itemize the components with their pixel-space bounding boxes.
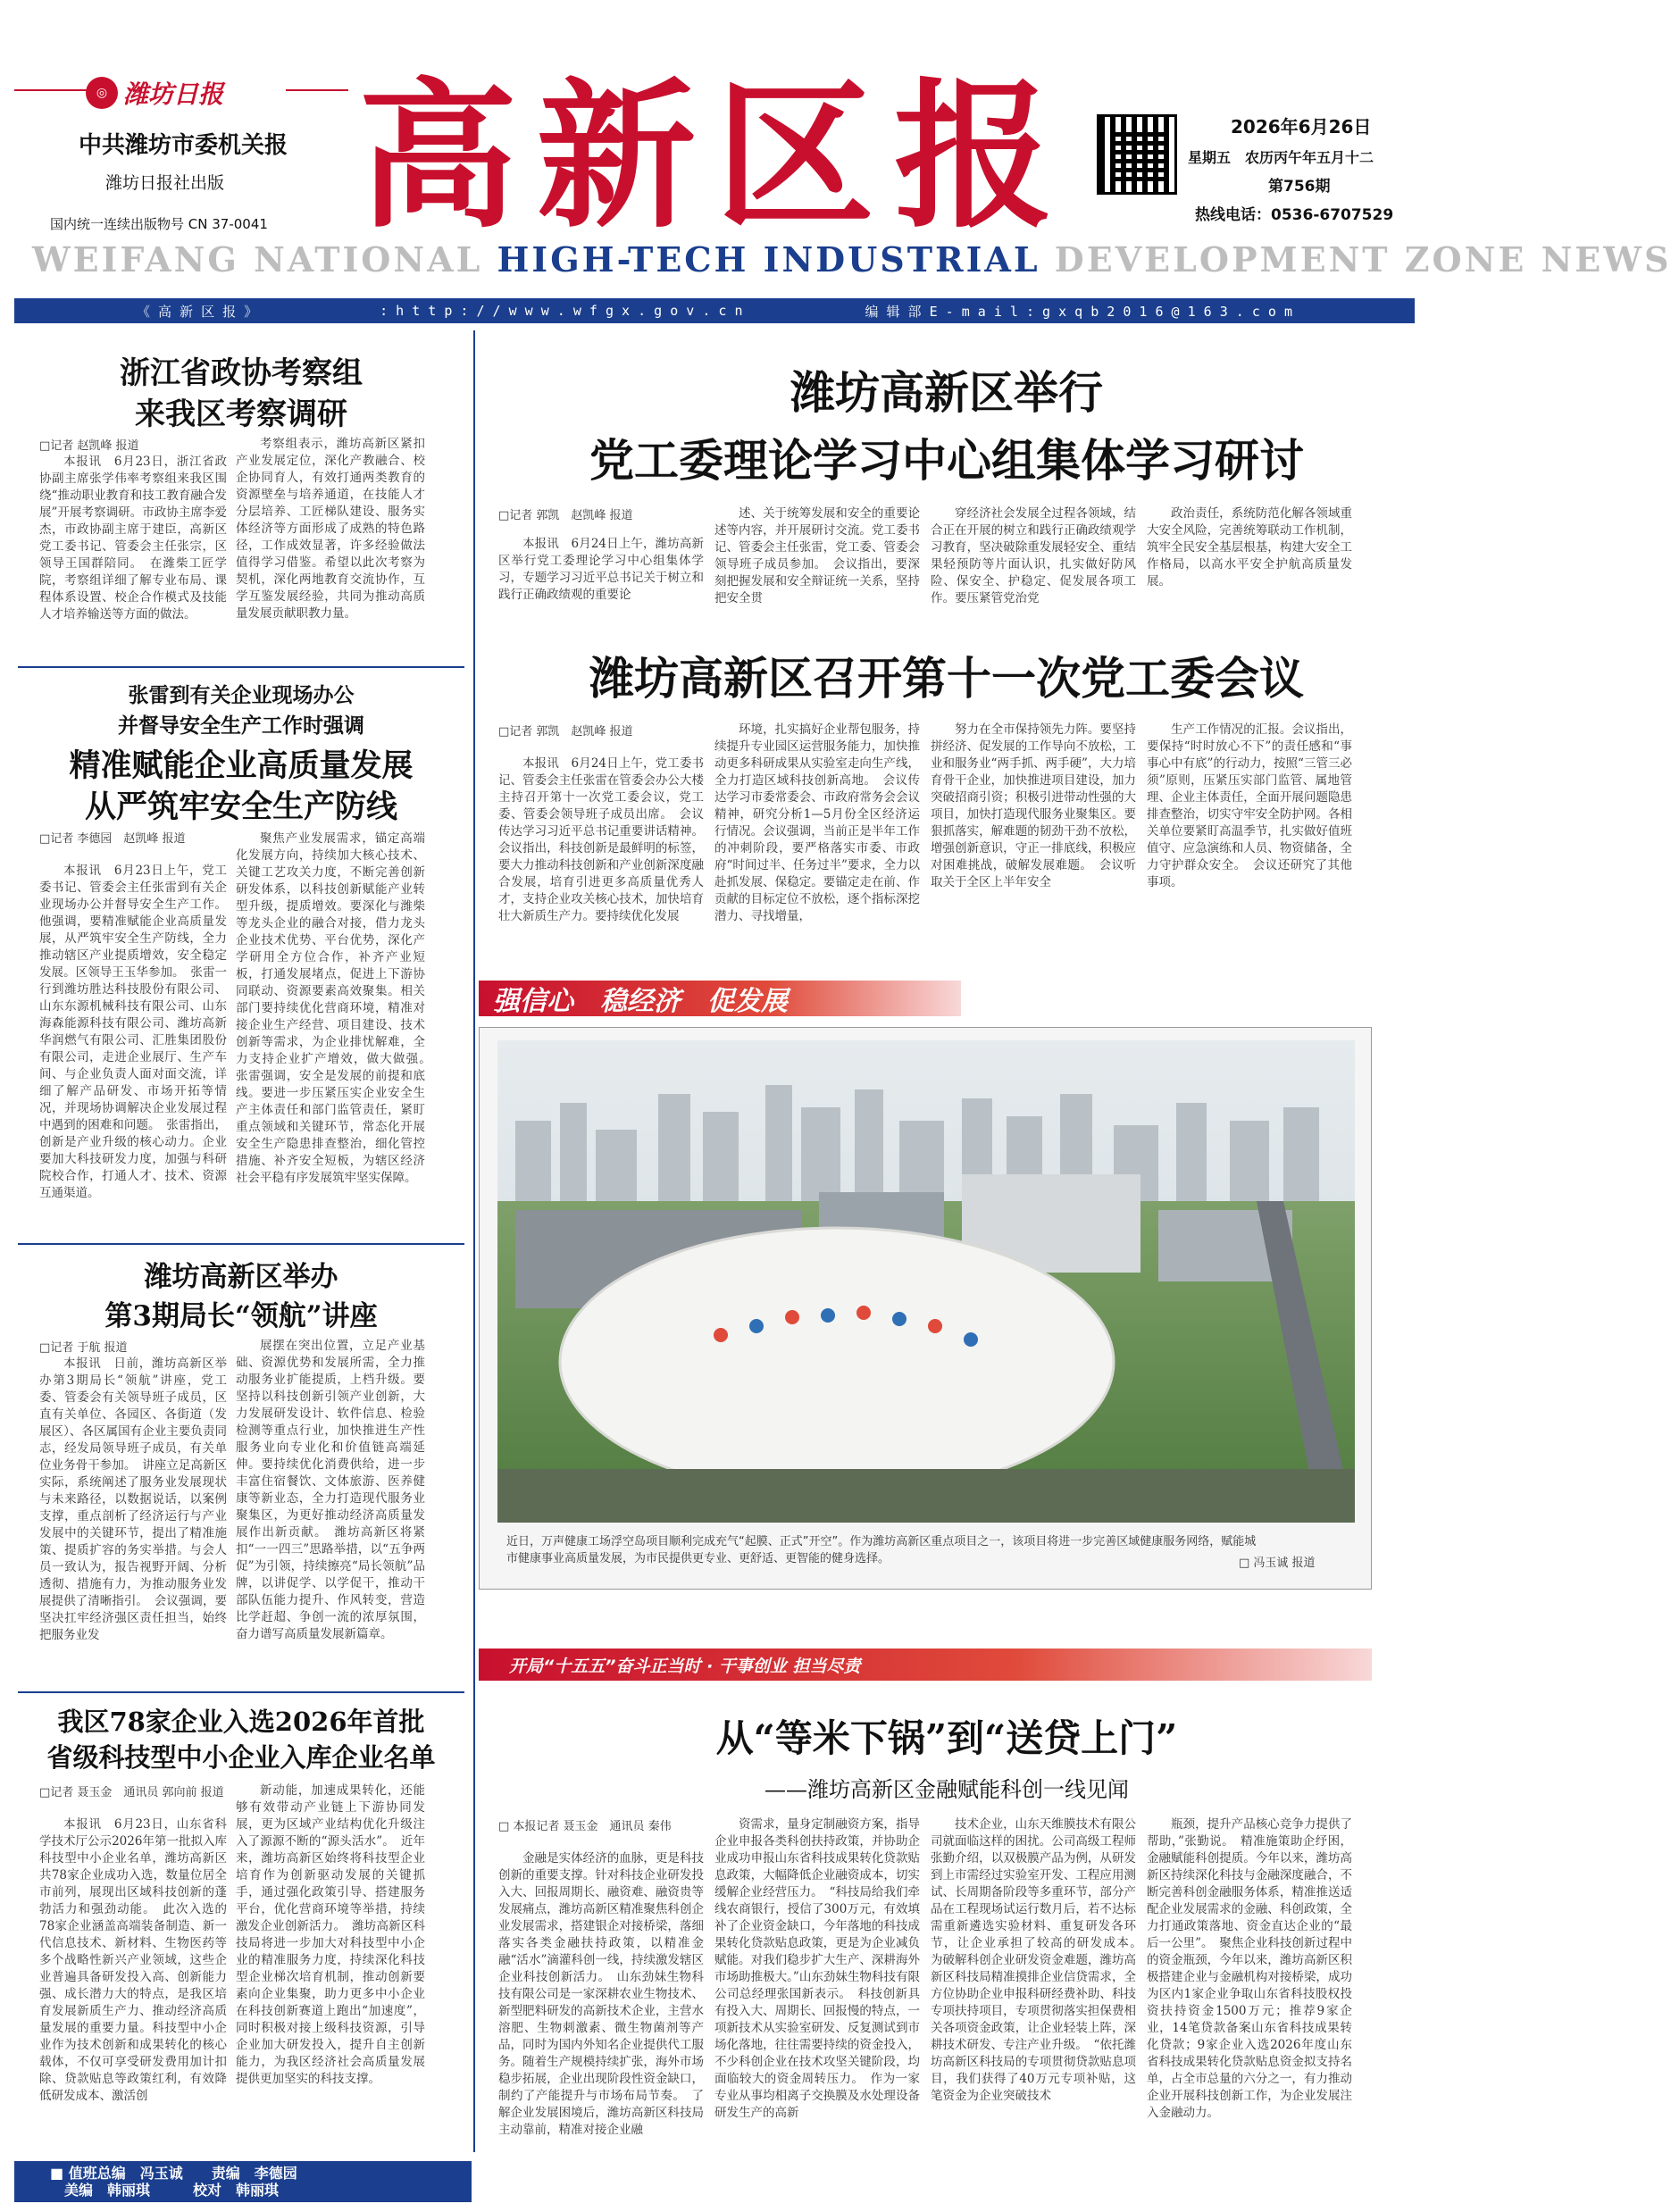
article6-byline: □记者 郭凯 赵凯峰 报道 xyxy=(498,725,633,739)
banner-confidence-text: 强信心 稳经济 促发展 xyxy=(493,986,788,1017)
article4-col1-text: 本报讯 6月23日，山东省科学技术厅公示2026年第一批拟入库科技型中小企业名单，潍坊高新区共78家企业成功入选，数量位居全市前列，展现出区域科技创新的蓬勃活力和强劲动能。 此次入选的78家企业涵盖高端装备制造、新一代信息技术、新材料、生物医药等多个战略性新兴产业领域，这些企业普遍具备研发投入高、创新能力强、成长潜力大的特点，是我区培育发展新质生产力、推动经济高质量发展的重要力量。科技型中小企业作为技术创新和成果转化的核心载体，不仅可享受研发费用加计扣除、贷款贴息等政策红利，有效降低研发成本、激活创 xyxy=(39,1817,227,2103)
article2-separator xyxy=(18,1243,464,1245)
article1-byline: □记者 赵凯峰 报道 xyxy=(39,439,139,453)
article5-col3-text: 穿经济社会发展全过程各领域，结合正在开展的树立和践行正确政绩观学习教育，坚决破除重发展轻安全、重结果轻预防等片面认识，扎实做好防风险、保安全、护稳定、促发展各项工作。要压紧管党治党 xyxy=(931,506,1136,605)
article5-col2-text: 述、关于统筹发展和安全的重要论述等内容，并开展研讨交流。党工委书记、管委会主任张雷，党工委、管委会领导班子成员参加。 会议指出，要深刻把握发展和安全辩证统一关系，坚持把安全贯 xyxy=(714,506,920,605)
banner-15th-five-year-text: 开局“十五五”奋斗正当时 · 干事创业 担当尽责 xyxy=(509,1656,861,1676)
article2-col1-text: 本报讯 6月23日上午，党工委书记、管委会主任张雷到有关企业现场办公并督导安全生产工作。他强调，要精准赋能企业高质量发展，从严筑牢安全生产防线，全力推动辖区产业提质增效，安全稳定发展。区领导王玉华参加。 张雷一行到潍坊胜达科技股份有限公司、山东东源机械科技有限公司、山东海森能源科技有限公司、潍坊高新华润燃气有限公司、汇胜集团股份有限公司，走进企业展厅、生产车间、与企业负责人面对面交流，详细了解产品研发、市场开拓等情况，并现场协调解决企业发展过程中遇到的困难和问题。 张雷指出，创新是产业升级的核心动力。企业要加大科技研发力度，加强与科研院校合作，打通人才、技术、资源互通渠道。 xyxy=(39,864,227,1200)
article7-col1 xyxy=(498,1850,704,2149)
info-email-link[interactable]: 编 辑 部 E - m a i l : g x q b 2 0 1 6 @ 1 6 3 . c o m xyxy=(865,303,1292,320)
article1-col2 xyxy=(236,436,425,655)
article7-col4 xyxy=(1147,1816,1352,2149)
article6-col1 xyxy=(498,755,704,943)
article6-col2-text: 环境，扎实搞好企业帮包服务，持续提升专业园区运营服务能力，加快推动更多科研成果从实验室走向生产线，全力打造区域科技创新高地。 会议传达学习市委常委会、市政府常务会会议精神，研究分析1—5月份全区经济运行情况。会议强调，当前正是半年工作的冲刺阶段，要严格落实市委、市政府“时间过半、任务过半”要求，全力以赴抓发展、保稳定。要锚定走在前、作贡献的目标定位不放松，逐个指标深挖潜力、寻找增量， xyxy=(714,722,920,923)
article7-col2 xyxy=(714,1816,920,2149)
serial-number: 国内统一连续出版物号 CN 37-0041 xyxy=(50,216,268,232)
editor-credits xyxy=(14,2161,472,2202)
article3-col2-text: 展摆在突出位置，立足产业基础、资源优势和发展所需，全力推动服务业扩能提质，上档升级。要坚持以科技创新引领产业创新，大力发展研发设计、软件信息、检验检测等重点行业，加快推进生产性服务业向专业化和价值链高端延伸。要持续优化消费供给，进一步丰富住宿餐饮、文体旅游、医养健康等新业态，全力打造现代服务业聚集区，为更好推动经济高质量发展作出新贡献。 潍坊高新区将紧扣“一一四三”思路举措，以“五争两促”为引领，持续擦亮“局长领航”品牌，以讲促学、以学促干，推动干部队伍能力提升、作风转变，营造比学赶超、争创一流的浓厚氛围，奋力谱写高质量发展新篇章。 xyxy=(236,1339,425,1641)
info-url-link[interactable]: : h t t p : / / w w w . w f g x . g o v . c n xyxy=(380,303,743,319)
article5-title-line1: 潍坊高新区举行 xyxy=(790,366,1103,419)
article1-col2-text: 考察组表示，潍坊高新区紧扣产业发展定位，深化产教融合、校企协同育人，有效打通两类教育的资源壁垒与培养通道，在技能人才分层培养、工匠梯队建设、服务实体经济等方面形成了成熟的特色路径，工作成效显著，许多经验做法值得学习借鉴。希望以此次考察为契机，深化两地教育交流协作，互学互鉴发展经验，共同为推动高质量发展贡献职教力量。 xyxy=(236,437,425,621)
publisher: 潍坊日报社出版 xyxy=(105,173,225,193)
article7-col2-text: 资需求，量身定制融资方案，指导企业申报各类科创扶持政策，并协助企业成功申报山东省科技成果转化贷款贴息政策，大幅降低企业融资成本，切实缓解企业经营压力。 “科技局给我们牵线农商银行，授信了300万元，有效填补了企业资金缺口，今年落地的科技成果转化贷款贴息政策，更是为企业减负赋能。对我们稳步扩大生产、深耕海外市场助推极大。”山东劲妹生物科技有限公司总经理张国新表示。 科技创新具有投入大、周期长、回报慢的特点，一项新技术从实验室研发、反复测试到市场化落地，往往需要持续的资金投入，不少科创企业在技术攻坚关键阶段，均面临较大的资金周转压力。 作为一家专业从事均相离子交换膜及水处理设备研发生产的高新 xyxy=(714,1817,920,2120)
article7-title: 从“等米下锅”到“送贷上门” xyxy=(715,1716,1178,1760)
article6-title: 潍坊高新区召开第十一次党工委会议 xyxy=(589,652,1304,705)
english-title-part1: WEIFANG NATIONAL xyxy=(32,239,497,280)
article5-col2 xyxy=(714,505,920,625)
english-title xyxy=(32,239,1671,280)
banner-confidence xyxy=(479,981,961,1016)
article3-byline: □记者 于航 报道 xyxy=(39,1341,128,1355)
article5-col3 xyxy=(931,505,1136,625)
article1-title-line1: 浙江省政协考察组 xyxy=(120,355,363,391)
article2-title-line2: 从严筑牢安全生产防线 xyxy=(84,789,397,825)
article1-title-line2: 来我区考察调研 xyxy=(135,396,347,432)
article3-col2 xyxy=(236,1338,425,1686)
article4-col2-text: 新动能，加速成果转化，还能够有效带动产业链上下游协同发展，更为区域产业结构优化升级注入了源源不断的“源头活水”。 近年来，潍坊高新区始终将科技型企业培育作为创新驱动发展的关键抓手，通过强化政策引导、搭建服务平台，优化营商环境等举措，持续激发企业创新活力。 潍坊高新区科技局将进一步加大对科技型中小企业的精准服务力度，持续深化科技型企业梯次培育机制，推动创新要素向企业集聚，助力更多中小企业在科技创新赛道上跑出“加速度”，同时积极对接上级科技资源，引导企业加大研发投入，提升自主创新能力，为我区经济社会高质量发展提供更加坚实的科技支撑。 xyxy=(236,1783,425,2086)
logo-text: 潍坊日报 xyxy=(123,79,224,109)
article5-col1-text: 本报讯 6月24日上午，潍坊高新区举行党工委理论学习中心组集体学习，专题学习习近平总书记关于树立和践行正确政绩观的重要论 xyxy=(498,537,704,602)
article5-col4 xyxy=(1147,505,1352,625)
qr-code[interactable] xyxy=(1097,114,1177,195)
article7-col1-text: 金融是实体经济的血脉，更是科技创新的重要支撑。针对科技企业研发投入大、回报周期长、融资难、融资贵等发展痛点，潍坊高新区精准聚焦科创企业发展需求，搭建银企对接桥梁，落细落实各类金融扶持政策，以精准金融“活水”滴灌科创一线，持续激发辖区企业科技创新活力。 山东劲妹生物科技有限公司是一家深耕农业生物技术、新型肥料研发的高新技术企业，主营水溶肥、生物刺激素、微生物菌剂等产品，同时为国内外知名企业提供代工服务。随着生产规模持续扩张，海外市场稳步拓展，企业出现阶段性资金缺口，制约了产能提升与市场布局节奏。 了解企业发展困境后，潍坊高新区科技局主动靠前，精准对接企业融 xyxy=(498,1851,704,2137)
english-title-part2: HIGH-TECH INDUSTRIAL xyxy=(497,239,1040,280)
article5-title-line2: 党工委理论学习中心组集体学习研讨 xyxy=(589,434,1304,487)
article5-col4-text: 政治责任，系统防范化解各领域重大安全风险，完善统筹联动工作机制，筑牢全民安全基层根基，构建大安全工作格局，以高水平安全护航高质量发展。 xyxy=(1147,506,1352,588)
article5-col1 xyxy=(498,536,704,625)
article2-kicker1: 张雷到有关企业现场办公 xyxy=(128,683,355,707)
editor-credits-line2: 美编 韩丽琪 校对 韩丽琪 xyxy=(50,2182,280,2199)
article3-title-line2: 第3期局长“领航”讲座 xyxy=(104,1300,378,1332)
article7-col3 xyxy=(931,1816,1149,2149)
article3-col1 xyxy=(39,1356,227,1686)
issue-number: 第756期 xyxy=(1268,178,1331,196)
article7-col4-text: 瓶颈，提升产品核心竞争力提供了帮助，”张勤说。 精准施策助企纾困，金融赋能科创提质。今年以来，潍坊高新区持续深化科技与金融深度融合，不断完善科创金融服务体系，精准推送适配企业发展需求的金融、科创政策，全力打通政策落地、资金直达企业的“最后一公里”。 聚焦企业科技创新过程中的资金瓶颈，今年以来，潍坊高新区积极搭建企业与金融机构对接桥梁，成功为区内1家企业争取山东省科技股权投资扶持资金1500万元；推荐9家企业，14笔贷款备案山东省科技成果转化贷款；9家企业入选2026年度山东省科技成果转化贷款贴息资金拟支持名单，占全市总量的六分之一，有力推动企业开展科技创新工作，为企业发展注入金融动力。 xyxy=(1147,1817,1352,2120)
article6-col3-text: 努力在全市保持领先力阵。要坚持拼经济、促发展的工作导向不放松，工业和服务业“两手抓、两手硬”，大力培育骨干企业，加快推进项目建设，加力突破招商引资；积极引进带动性强的大项目，加快打造现代服务业聚集区。要狠抓落实，解难题的韧劲干劲不放松，增强创新意识，守正一排底线，积极应对困难挑战，破解发展难题。 会议听取关于全区上半年安全 xyxy=(931,722,1136,889)
article3-col1-text: 本报讯 日前，潍坊高新区举办第3期局长“领航”讲座，党工委、管委会有关领导班子成员，区直有关单位、各园区、各街道（发展区）、各区属国有企业主要负责同志，经发局领导班子成员，有关单位业务骨干参加。 讲座立足高新区实际，系统阐述了服务业发展现状与未来路径，以数据说话，以案例支撑，重点剖析了经济运行与产业发展中的关键环节，提出了精准施策、提质扩容的务实举措。与会人员一致认为，报告视野开阔、分析透彻、措施有力，为推动服务业发展提供了清晰指引。 会议强调，要坚决扛牢经济强区责任担当，始终把服务业发 xyxy=(39,1356,227,1642)
article2-title-line1: 精准赋能企业高质量发展 xyxy=(69,747,414,784)
article5-byline: □记者 郭凯 赵凯峰 报道 xyxy=(498,509,633,522)
issue-date: 2026年6月26日 xyxy=(1231,116,1372,138)
article6-col3 xyxy=(931,722,1136,943)
article6-col1-text: 本报讯 6月24日上午，党工委书记、管委会主任张雷在管委会办公大楼主持召开第十一次党工委会议，党工委、管委会领导班子成员出席。 会议传达学习习近平总书记重要讲话精神。会议指出，科技创新是最鲜明的标签，要大力推动科技创新和产业创新深度融合发展，培育引进更多高质量优秀人才，支持企业攻关核心技术，加快培育壮大新质生产力。要持续优化发展 xyxy=(498,756,704,923)
logo-emblem-icon: ◎ xyxy=(86,77,118,109)
article2-col2-text: 聚焦产业发展需求，锚定高端化发展方向，持续加大核心技术、关键工艺攻关力度，不断完善创新研发体系，以科技创新赋能产业转型升级，提质增效。要深化与潍柴等龙头企业的融合对接，借力龙头企业技术优势、平台优势，深化产学研用全方位合作，补齐产业短板，打通发展堵点，促进上下游协同联动、资源要素高效聚集。相关部门要持续优化营商环境，精准对接企业生产经营、项目建设、技术创新等需求，为企业排忧解难，全力支持企业扩产增效，做大做强。 张雷强调，安全是发展的前提和底线。要进一步压紧压实企业安全生产主体责任和部门监管责任，紧盯重点领域和关键环节，常态化开展安全生产隐患排查整治，细化管控措施、补齐安全短板，为辖区经济社会平稳有序发展筑牢坚实保障。 xyxy=(236,831,438,1185)
article6-col4 xyxy=(1147,722,1352,943)
article7-col3-text: 技术企业，山东天维膜技术有限公司就面临这样的困扰。公司高级工程师张勤介绍，以双极膜产品为例，从研发到上市需经过实验室开发、工程应用测试、长周期备阶段等多重环节，部分产品在工程现场试运行数月后，若不达标需重新遴选实验材料、重复研发各环节，让企业承担了较高的研发成本。 为破解科创企业研发资金难题，潍坊高新区科技局精准摸排企业信贷需求，全方位协助企业申报科研经费补助、科技专项扶持项目，专项贯彻落实担保费相关各项资金政策，让企业轻装上阵，深耕技术研发、专注产业升级。 “依托潍坊高新区科技局的专项贯彻贷款贴息项目，我们获得了40万元专项补贴，这笔资金为企业突破技术 xyxy=(931,1817,1149,2103)
article3-title-line1: 潍坊高新区举办 xyxy=(144,1261,338,1293)
photo-frame xyxy=(479,1027,1372,1590)
article1-separator xyxy=(18,666,464,668)
top-red-rule-left xyxy=(286,89,348,91)
weifang-daily-logo xyxy=(86,73,288,113)
masthead-title: 高新区报 xyxy=(358,63,1073,249)
article4-byline: □记者 聂玉金 通讯员 郭向前 报道 xyxy=(39,1786,224,1799)
article4-col1 xyxy=(39,1816,227,2156)
info-bar xyxy=(14,298,1415,323)
org-name: 中共潍坊市委机关报 xyxy=(79,132,288,159)
article4-col2 xyxy=(236,1782,425,2156)
article7-byline: □ 本报记者 聂玉金 通讯员 秦伟 xyxy=(498,1820,672,1833)
article7-subtitle: ——潍坊高新区金融赋能科创一线见闻 xyxy=(764,1777,1129,1802)
article1-col1 xyxy=(39,454,227,655)
article4-title-line1: 我区78家企业入选2026年首批 xyxy=(57,1707,425,1737)
article2-kicker2: 并督导安全生产工作时强调 xyxy=(118,714,364,738)
photo-credit: □ 冯玉诚 报道 xyxy=(1239,1557,1316,1570)
banner-15th-five-year xyxy=(479,1649,1372,1681)
aerial-city-photo xyxy=(497,1040,1355,1523)
article2-byline: □记者 李德园 赵凯峰 报道 xyxy=(39,832,186,846)
article4-title-line2: 省级科技型中小企业入库企业名单 xyxy=(46,1742,436,1773)
article3-separator xyxy=(18,1691,464,1693)
article6-col2 xyxy=(714,722,920,943)
column-divider xyxy=(473,330,475,2152)
hotline: 热线电话：0536-6707529 xyxy=(1195,206,1394,224)
top-red-rule xyxy=(14,89,95,91)
article1-col1-text: 本报讯 6月23日，浙江省政协副主席张学伟率考察组来我区围绕“推动职业教育和技工教育融合发展”开展考察调研。市政协主席李爱杰，市政协副主席于建臣，高新区党工委书记、管委会主任张宗，区领导王国群陪同。 在潍柴工匠学院，考察组详细了解专业布局、课程体系设置、校企合作模式及技能人才培养输送等方面的做法。 xyxy=(39,455,227,622)
photo-caption: 近日，万声健康工场浮空岛项目顺利完成充气“起膜、正式”开空”。作为潍坊高新区重点项目之一，该项目将进一步完善区域健康服务网络，赋能城市健康事业高质量发展，为市民提供更专业、更舒适、更智能的健身选择。 xyxy=(506,1535,1257,1565)
article2-col2 xyxy=(236,831,438,1238)
info-paper-name: 《 高 新 区 报 》 xyxy=(136,303,258,320)
weekday-lunar: 星期五 农历丙午年五月十二 xyxy=(1188,149,1374,166)
article2-col1 xyxy=(39,863,227,1238)
article6-col4-text: 生产工作情况的汇报。会议指出，要保持“时时放心不下”的责任感和“事事心中有底”的行动力，按照“三管三必须”原则，压紧压实部门监管、属地管理、企业主体责任，全面开展问题隐患排查整治，切实守牢安全防护网。各相关单位要紧盯高温季节，扎实做好值班值守、应急演练和人员、物资储备，全力守护群众安全。 会议还研究了其他事项。 xyxy=(1147,722,1352,889)
english-title-part3: DEVELOPMENT ZONE NEWS xyxy=(1040,239,1671,280)
editor-credits-line1: ■ 值班总编 冯玉诚 责编 李德园 xyxy=(50,2165,297,2182)
